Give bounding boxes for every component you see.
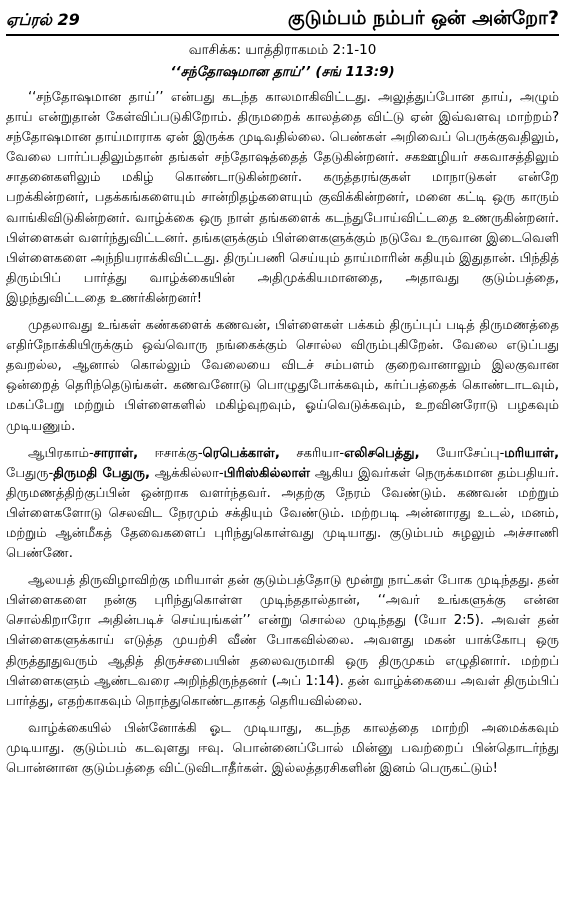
paragraph-4: ஆலயத் திருவிழாவிற்கு மரியாள் தன் குடும்பத்தோடு மூன்று நாட்கள் போக முடிந்தது. தன் பிள்ளைகளை நன்கு புரிந்துகொள்ள முடிந்ததால்தான், ‘‘அவர் உங்களுக்கு என்ன சொல்கிறாரோ அதின்படிச் செய்யுங்கள்’’ என்று சொல்ல முடிந்தது (யோ 2:5). அவள் தன் பிள்ளைகளுக்காய் எடுத்த முயற்சி வீண் போகவில்லை. அவளது மகன் யாக்கோபு ஒரு திருத்தூதுவரும் ஆதித் திருச்சபையின் தலைவருமாகி ஒரு திருமுகம் எழுதினார். மற்றப் பிள்ளைகளும் ஆண்டவரை அறிந்திருந்தனர் (அப் 1:14). தன் வாழ்க்கையை அவள் திரும்பிப் பார்த்து, எதற்காகவும் நொந்துகொண்டதாகத் தெரியவில்லை. [6, 573, 559, 709]
theme-verse: ‘‘சந்தோஷமான தாய்’’ (சங் 113:9) [170, 64, 395, 80]
paragraph-3 [6, 444, 559, 565]
page-title: குடும்பம் நம்பர் ஒன் அன்றோ? [287, 7, 559, 29]
name-highlight: திருமதி பேதுரு, [53, 465, 150, 481]
name-highlight: எலிசபெத்து, [344, 445, 420, 461]
paragraph-3-text: ஆபிரகாம்- [28, 445, 94, 461]
paragraph-5: வாழ்க்கையில் பின்னோக்கி ஓட முடியாது, கடந்த காலத்தை மாற்றி அமைக்கவும் முடியாது. குடும்பம் கடவுளது ஈவு. பொன்னைப்போல் மின்னு பவற்றைப் பின்தொடர்ந்து பொன்னான குடும்பத்தை விட்டுவிடாதீர்கள். இல்லத்தரசிகளின் இனம் பெருகட்டும்! [6, 720, 559, 776]
name-highlight: பிரிஸ்கில்லாள் [223, 465, 311, 481]
name-highlight: ரெபெக்காள், [202, 445, 280, 461]
name-highlight: சாராள், [93, 445, 139, 461]
paragraph-1: ‘‘சந்தோஷமான தாய்’’ என்பது கடந்த காலமாகிவிட்டது. அலுத்துப்போன தாய், அழும் தாய் என்றுதான் கேள்விப்படுகிறோம். திருமறைக் காலத்தை விட்டு ஏன் இவ்வளவு மாற்றம்? சந்தோஷமான தாய்மாராக ஏன் இருக்க முடிவதில்லை. பெண்கள் அறிவைப் பெருக்குவதிலும், வேலை பார்ப்பதிலும்தான் தங்கள் சந்தோஷத்தைத் தேடுகின்றனர். சகஊழியர் சகவாசத்திலும் சாதனைகளிலும் மகிழ் கொண்டாடுகின்றனர். கருத்தரங்குகள் மாநாடுகள் என்றே பறக்கின்றனர், பதக்கங்களையும் சான்றிதழ்களையும் குவிக்கின்றனர், மனை கட்டி ஒரு காரும் வாங்கிவிடுகின்றனர். வாழ்க்கை ஒரு நாள் தங்களைக் கடந்துபோய்விட்டதை உணருகின்றனர். பிள்ளைகள் வளர்ந்துவிட்டனர். தங்களுக்கும் பிள்ளைகளுக்கும் நடுவே உருவான இடைவெளி பிள்ளைகளை அந்நியராக்கிவிட்டது. திருப்பணி செய்யும் தாய்மாரின் கதியும் இதுதான். பிந்தித் திரும்பிப் பார்த்து வாழ்க்கையின் அதிமுக்கியமானதை, அதாவது குடும்பத்தை, இழந்துவிட்டதை உணர்கின்றனர்! [6, 90, 559, 306]
page-header [6, 4, 559, 36]
date-label: ஏப்ரல் 29 [6, 10, 80, 29]
paragraph-3-text: ஆக்கில்லா- [149, 465, 224, 481]
paragraph-3-text: யோசேப்பு- [419, 445, 505, 461]
paragraph-2: முதலாவது உங்கள் கண்களைக் கணவன், பிள்ளைகள் பக்கம் திருப்புப் படித் திருமணத்தை எதிர்நோக்கியிருக்கும் ஒவ்வொரு நங்கைக்கும் சொல்ல விரும்புகிறேன். வேலை எடுப்பது தவறல்ல, ஆனால் கொல்லும் வேலையை விடச் சம்பளம் குறைவானாலும் இலகுவான ஒன்றைத் தெரிந்தெடுங்கள். கணவனோடு பொழுதுபோக்கவும், கர்ப்பத்தைக் கொண்டாடவும், மகப்பேறு மற்றும் பிள்ளைகளில் மகிழ்வுறவும், ஓய்வெடுக்கவும், உறவினரோடு பழகவும் முடியணும். [6, 318, 559, 434]
paragraph-3-text: பேதுரு- [6, 465, 54, 481]
paragraph-3-text: ஆகிய இவர்கள் நெருக்கமான தம்பதியர். திருமணத்திற்குப்பின் ஒன்றாக வளர்ந்தவர். அதற்கு நேரம் வேண்டும். கணவன் மற்றும் பிள்ளைகளோடு செலவிட நேரமும் சக்தியும் வேண்டும். மற்றபடி அன்னாரது உடல், மனம், மற்றும் ஆன்மீகத் தேவைகளைப் புரிந்துகொள்வது முடியாது. குடும்பம் சுழலும் அச்சாணி பெண்ணே. [6, 465, 559, 562]
paragraph-3-text: சகரியா- [279, 445, 345, 461]
scripture-reading: வாசிக்க: யாத்திராகமம் 2:1-10 [188, 42, 377, 58]
paragraph-3-text: ஈசாக்கு- [138, 445, 203, 461]
name-highlight: மரியாள், [504, 445, 560, 461]
